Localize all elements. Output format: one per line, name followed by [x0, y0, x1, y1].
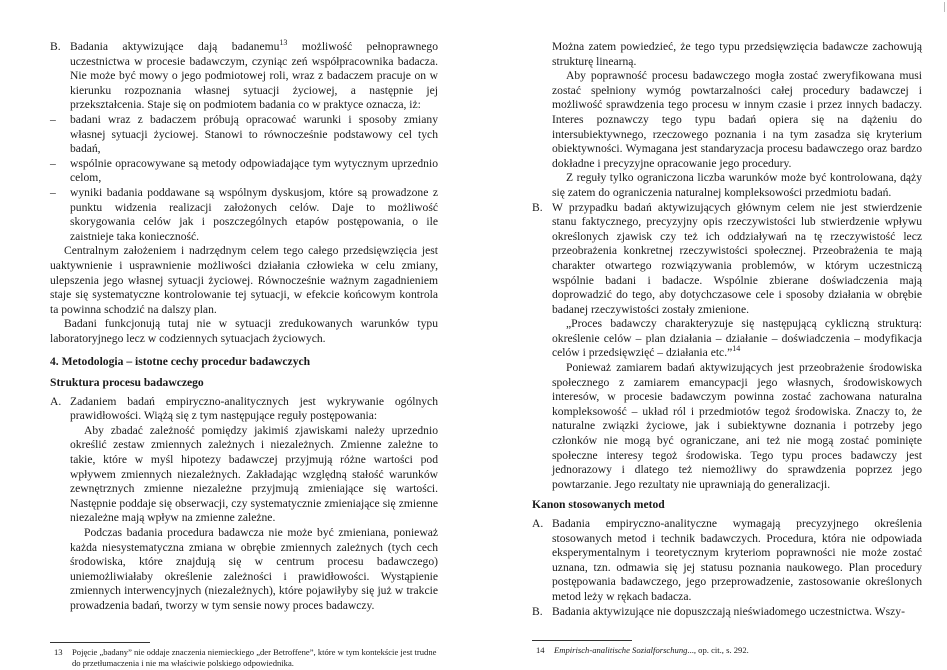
footnote-text: Pojęcie „badany” nie oddaje znaczenia niemieckiego „der Betroffene”, które w tym kontekście jest trudne do przetłumaczenia i nie ma właściwie polskiego odpowiednika. — [72, 647, 437, 668]
footnote-rule — [50, 642, 150, 643]
subsection-heading: Struktura procesu badawczego — [50, 376, 204, 390]
bullet-text: wspólnie opracowywane są metody odpowiadające tym wytycznym uprzednio celom, — [70, 156, 438, 185]
bullet-text: wyniki badania poddawane są wspólnym dyskusjom, które są prowadzone z punktu widzenia realizacji założonych celów. Daje to możliwość skorygowania celów jak i poszczególnych etapów postępowania, o ile zaistnieje taka konieczność. — [70, 185, 438, 243]
left-column — [50, 40, 438, 614]
paragraph-b — [532, 605, 922, 620]
list-marker: A. — [50, 394, 62, 408]
paragraph: Z reguły tylko ograniczona liczba warunków może być kontrolowana, dąży się zatem do ograniczenia naturalnej kompleksowości przedmiotu badań. — [552, 171, 922, 199]
paragraph-a — [50, 395, 438, 424]
quotation — [532, 317, 922, 361]
paragraph-b — [50, 40, 438, 113]
paragraph-text: W przypadku badań aktywizujących głównym celem nie jest stwierdzenie stanu faktycznego, precyzyjny opis rzeczywistości lub stwierdzenie wpływu określonych zjawisk czy też ich oddziaływań na tę rzeczywistość lecz przeobrażenia konkretnej rzeczywistości społecznej. Przeobrażenia te mają charakter otwartego rozwiązywania problemów, w którym uczestniczą wspólnie badani i badacze. Wspólnie zbierane doświadczenia mają doprowadzić do tego, aby dotychczasowe cele i sposoby działania w obrębie badanej rzeczywistości zostały zmienione. — [552, 200, 922, 316]
footnote — [532, 645, 922, 656]
list-marker: A. — [532, 517, 544, 530]
paragraph: Ponieważ zamiarem badań aktywizujących jest przeobrażenie środowiska społecznego z zamiarem emancypacji jego własnych, środowiskowych interesów, w procesie badawczym powinna zostać zachowana naturalna kompleksowość – układ ról i przedmiotów tegoż środowiska. Znaczy to, że naturalne związki życiowe, jak i subiektywne doznania i potrzeby jego członków nie mogą być ograniczane, ani też nie mogą zostać pominięte społeczne interesy tegoż środowiska. Tego typu proces badawczy jest jednorazowy i dlatego też niemożliwy do sprawdzenia poprzez jego powtarzanie. Jego rezultaty nie uprawniają do generalizacji. — [552, 361, 922, 491]
footnote-ref: 13 — [279, 38, 288, 48]
footnote-title: Empirisch-analitische Sozialforschung — [554, 645, 688, 655]
footnote-text: ..., op. cit., s. 292. — [687, 645, 749, 655]
dash-marker: – — [50, 156, 56, 170]
page-edge-mark — [944, 2, 945, 12]
bullet-item — [50, 186, 438, 244]
paragraph: Aby zbadać zależność pomiędzy jakimiś zjawiskami należy uprzednio określić zestaw zmiennych zależnych i niezależnych. Zmienne zależne to takie, które w myśl hipotezy badawczej przyjmują różne wartości pod wpływem zmiennych niezależnych. Zakładając względną stałość warunków zewnętrznych zmienne niezależne przyjmują zmieniające się wartości. Następnie poddaje się obserwacji, czy systematycznie zmieniające się zmienne niezależne mają wpływ na zmienne zależne. — [70, 423, 438, 525]
footnote-area — [532, 630, 922, 656]
section-heading: 4. Metodologia – istotne cechy procedur badawczych — [50, 355, 311, 369]
paragraph: Centralnym założeniem i nadrzędnym celem tego całego przedsięwzięcia jest uaktywnienie i usprawnienie możliwości działania człowieka w celu zmiany, ulepszenia jego własnej sytuacji życiowej. Równocześnie ważnym zagadnieniem staje się systematyczne kontrolowanie tej sytuacji, w efekcie końcowym kontrola ta powinna schodzić na dalszy plan. — [50, 244, 438, 316]
paragraph-text: Zadaniem badań empiryczno-analitycznych jest wykrywanie ogólnych prawidłowości. Wiążą się z tym następujące reguły postępowania: — [70, 394, 438, 423]
paragraph: Można zatem powiedzieć, że tego typu przedsięwzięcia badawcze zachowują strukturę linearną. — [552, 40, 922, 68]
dash-marker: – — [50, 185, 56, 199]
subsection-heading: Kanon stosowanych metod — [532, 498, 665, 512]
left-page — [0, 0, 470, 670]
paragraph-text: Badania empiryczno-analityczne wymagają precyzyjnego określenia stosowanych metod i technik badawczych. Procedura, która nie odpowiada eksperymentalnym i teoretycznym kryteriom poprawności nie może zostać uznana, tzn. odmawia się jej statusu poznania naukowego. Plan procedury postępowania badawczego, jego przeprowadzenie, zastosowanie określonych metod leży w rękach badacza. — [552, 517, 922, 603]
bullet-item — [50, 113, 438, 157]
paragraph: Badani funkcjonują tutaj nie w sytuacji zredukowanych warunków typu laboratoryjnego lecz w codziennych sytuacjach życiowych. — [50, 317, 438, 345]
list-marker: B. — [532, 200, 543, 214]
footnote-ref: 14 — [732, 344, 741, 354]
paragraph-b — [532, 201, 922, 318]
paragraph: Aby poprawność procesu badawczego mogła zostać zweryfikowana musi zostać spełniony wymóg powtarzalności całej procedury badawczej i możliwość sprawdzenia tego procesu w innym czasie i przez innych badaczy. Interes poznawczy tego typu badań opiera się na dążeniu do intersubiektywnego, rzeczowego poznania i na tym zasadza się kryterium obiektywności. Wymagana jest standaryzacja procesu badawczego oraz bardzo dokładne i precyzyjne opracowanie jego procedury. — [552, 69, 922, 170]
paragraph-text: Badania aktywizujące dają badanemu — [70, 40, 280, 53]
footnote — [50, 647, 440, 669]
footnote-area — [50, 632, 440, 669]
dash-marker: – — [50, 112, 56, 126]
footnote-rule — [532, 640, 632, 641]
right-column — [532, 40, 922, 619]
list-marker: B. — [50, 40, 61, 53]
bullet-text: badani wraz z badaczem próbują opracować warunki i sposoby zmiany własnej sytuacji życiowej. Stanowi to równocześnie podstawowy cel tych badań, — [70, 112, 438, 156]
footnote-number: 14 — [536, 645, 545, 655]
quote-text: „Proces badawczy charakteryzuje się następującą cykliczną strukturą: określenie celów – plan działania – działanie – doświadczenia – modyfikacja celów i przedsięwzięć – działania etc.” — [552, 317, 922, 360]
bullet-item — [50, 157, 438, 186]
right-page — [470, 0, 947, 670]
list-marker: B. — [532, 604, 543, 618]
paragraph-a — [532, 517, 922, 605]
footnote-number: 13 — [54, 647, 63, 657]
paragraph-text: Badania aktywizujące nie dopuszczają nieświadomego uczestnictwa. Wszy- — [552, 604, 905, 618]
paragraph: Podczas badania procedura badawcza nie może być zmieniana, ponieważ każda niesystematyczna zmiana w obrębie zmiennych zależnych (tych cech środowiska, które znajdują się w centrum procesu badawczego) uniemożliwiałaby określenie zależności i prawidłowości. Wystąpienie zmiennych interwencyjnych (niezależnych), które pojawiłyby się już w trakcie prowadzenia badań, tworzy w tym sensie nowy proces badawczy. — [70, 526, 438, 612]
paragraph-text: możliwość pełnoprawnego uczestnictwa w procesie badawczym, czyniąc zeń współpracownika badacza. Nie może być mowy o jego podmiotowej roli, wraz z badaczem pracuje on w kierunku rozpoznania własnej sytuacji życiowej, a następnie jej przekształcenia. Staje się on podmiotem badania co w praktyce oznacza, iż: — [70, 40, 439, 112]
